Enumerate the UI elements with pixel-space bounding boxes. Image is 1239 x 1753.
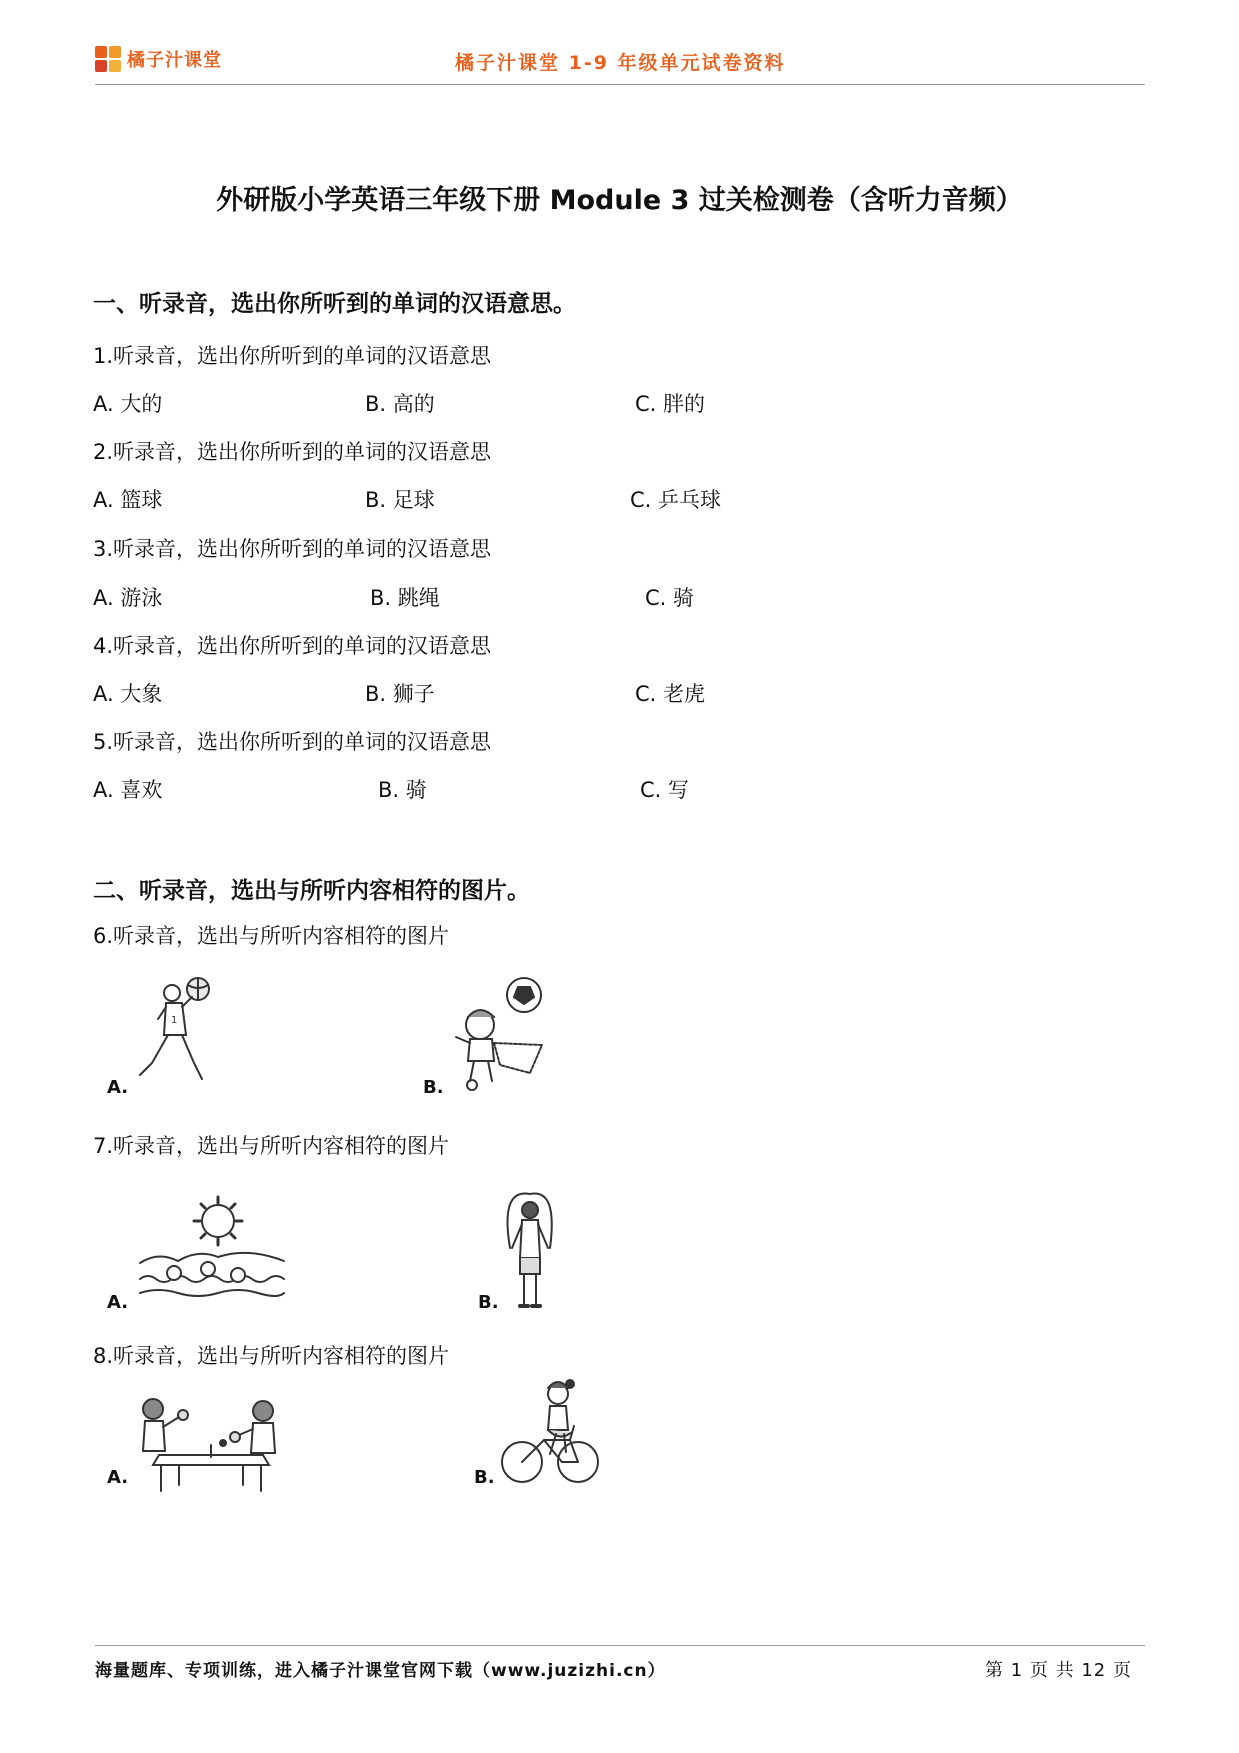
q4-option-c: C. 老虎	[635, 682, 706, 706]
q1-option-a: A. 大的	[93, 392, 163, 416]
question-3: 3.听录音，选出你所听到的单词的汉语意思	[93, 537, 492, 561]
q2-option-c: C. 乒乓球	[630, 488, 722, 512]
question-4: 4.听录音，选出你所听到的单词的汉语意思	[93, 634, 492, 658]
q3-option-a: A. 游泳	[93, 586, 163, 610]
q6-option-a[interactable]: A.	[107, 1077, 129, 1098]
ping-pong-scene-icon	[135, 1395, 285, 1495]
question-8: 8.听录音，选出与所听内容相符的图片	[93, 1344, 450, 1368]
q4-option-a: A. 大象	[93, 682, 163, 706]
section-heading-2: 二、听录音，选出与所听内容相符的图片。	[93, 878, 530, 904]
q3-option-c: C. 骑	[645, 586, 695, 610]
question-1: 1.听录音，选出你所听到的单词的汉语意思	[93, 344, 492, 368]
q6-option-b[interactable]: B.	[423, 1077, 444, 1098]
footer-promo-text: 海量题库、专项训练，进入橘子汁课堂官网下载（www.juzizhi.cn）	[95, 1661, 666, 1681]
logo-text: 橘子汁课堂	[127, 50, 222, 71]
brand-logo	[95, 44, 255, 74]
q8-option-b[interactable]: B.	[474, 1467, 495, 1488]
logo-mark-icon	[95, 46, 121, 72]
jump-rope-icon	[500, 1188, 560, 1313]
svg-text:1: 1	[171, 1015, 178, 1026]
page-number: 第 1 页 共 12 页	[985, 1660, 1132, 1681]
girl-riding-bike-icon	[500, 1378, 600, 1488]
q1-option-b: B. 高的	[365, 392, 435, 416]
q2-option-b: B. 足球	[365, 488, 435, 512]
header-title: 橘子汁课堂 1-9 年级单元试卷资料	[455, 52, 786, 74]
question-5: 5.听录音，选出你所听到的单词的汉语意思	[93, 730, 492, 754]
q5-option-a: A. 喜欢	[93, 778, 163, 802]
soccer-kid-icon	[450, 973, 550, 1093]
question-7: 7.听录音，选出与所听内容相符的图片	[93, 1134, 450, 1158]
q5-option-b: B. 骑	[378, 778, 427, 802]
basketball-player-icon	[130, 975, 230, 1090]
footer-divider	[95, 1645, 1145, 1646]
question-6: 6.听录音，选出与所听内容相符的图片	[93, 924, 450, 948]
q5-option-c: C. 写	[640, 778, 690, 802]
question-2: 2.听录音，选出你所听到的单词的汉语意思	[93, 440, 492, 464]
document-title: 外研版小学英语三年级下册 Module 3 过关检测卷（含听力音频）	[216, 185, 1023, 216]
swimming-scene-icon	[138, 1195, 288, 1305]
q1-option-c: C. 胖的	[635, 392, 706, 416]
header-divider	[95, 84, 1145, 85]
section-heading-1: 一、听录音，选出你所听到的单词的汉语意思。	[93, 291, 576, 317]
q7-option-a[interactable]: A.	[107, 1292, 129, 1313]
q3-option-b: B. 跳绳	[370, 586, 440, 610]
q4-option-b: B. 狮子	[365, 682, 435, 706]
q2-option-a: A. 篮球	[93, 488, 163, 512]
q8-option-a[interactable]: A.	[107, 1467, 129, 1488]
q7-option-b[interactable]: B.	[478, 1292, 499, 1313]
